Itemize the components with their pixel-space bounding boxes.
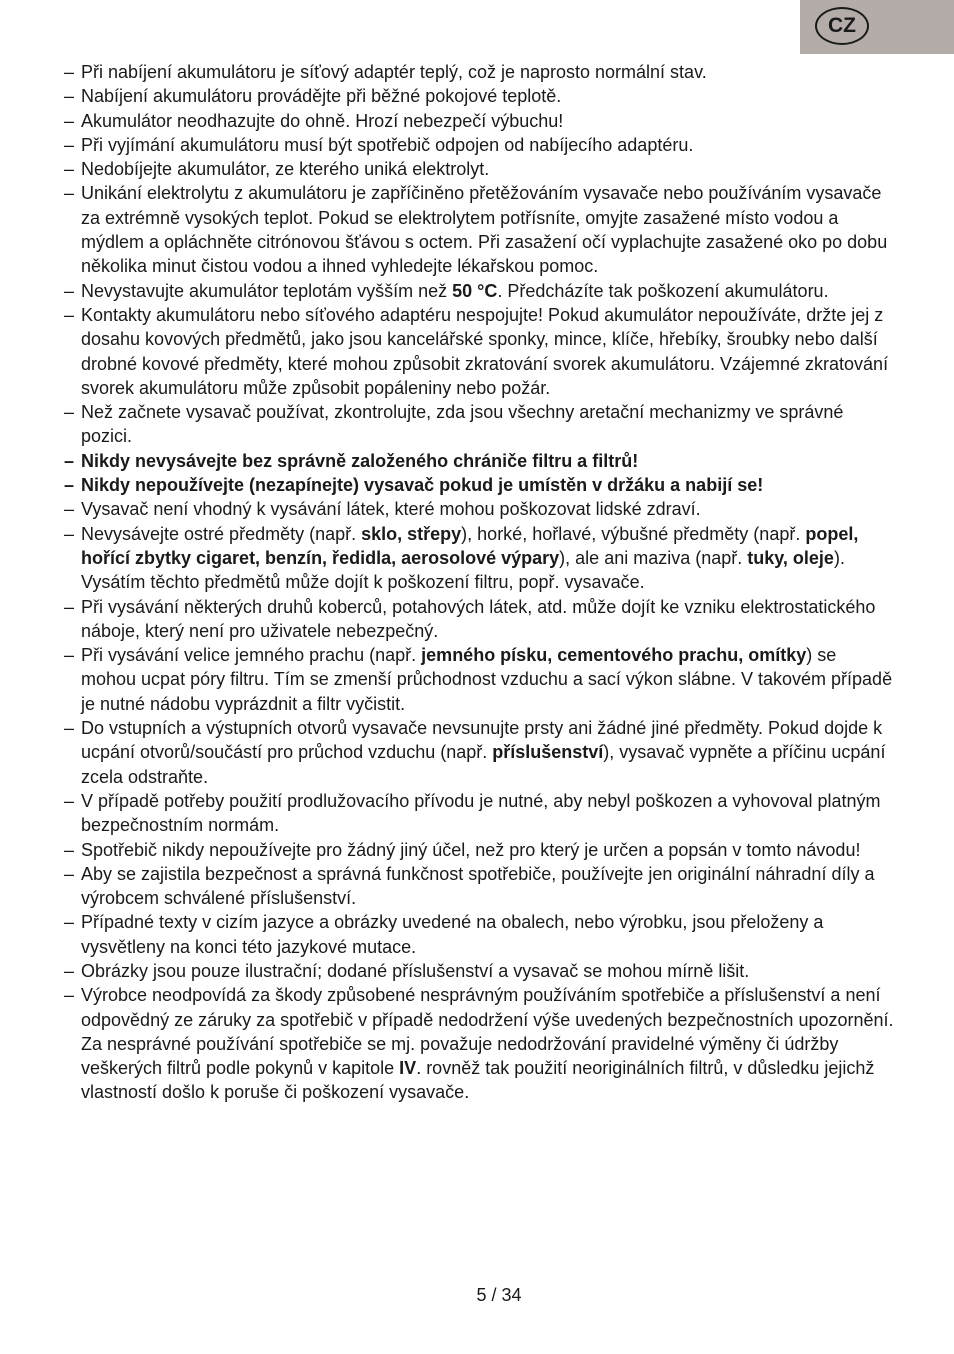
bold-text: IV [399, 1058, 417, 1079]
text-segment: ). Vysátím těchto předmětů může dojít k poškození filtru, popř. vysavače. [81, 547, 845, 593]
language-badge: CZ [815, 7, 869, 45]
text-segment: ), ale ani maziva (např. [559, 547, 748, 568]
text-segment: Výrobce neodpovídá za škody způsobené nesprávným používáním spotřebiče a příslušenství a není odpovědný ze záruky za spotřebič v případě nedodržení výše uvedených bezpečnostních upozornění. Za nesprávné používání spotřebiče se mj. považuje nedodržování pravidelné výměny či údržby veškerých filtrů podle pokynů v kapitole [81, 985, 894, 1079]
text-segment: . Předcházíte tak poškození akumulátoru. [497, 280, 829, 301]
list-item: – Unikání elektrolytu z akumulátoru je zapříčiněno přetěžováním vysavače nebo používáním vysavače za extrémně vysokých teplot. Pokud se elektrolytem potřísníte, omyjte zasažené místo vodou a mýdlem a opláchněte citrónovou šťávou s octem. Při zasažení očí vyplachujte zasažené oko po dobu několika minut čistou vodou a ihned vyhledejte lékařskou pomoc. [64, 181, 894, 278]
text-segment: Do vstupních a výstupních otvorů vysavače nevsunujte prsty ani žádné jiné předměty. Pokud dojde k ucpání otvorů/součástí pro průchod vzduchu (např. [81, 718, 883, 763]
list-item: – Spotřebič nikdy nepoužívejte pro žádný jiný účel, než pro který je určen a popsán v tomto návodu! [64, 838, 894, 862]
list-item: – Nabíjení akumulátoru provádějte při běžné pokojové teplotě. [64, 84, 894, 108]
list-item: – Akumulátor neodhazujte do ohně. Hrozí nebezpečí výbuchu! [64, 109, 894, 133]
list-item: – Než začnete vysavač používat, zkontrolujte, zda jsou všechny aretační mechanizmy ve správné pozici. [64, 400, 894, 449]
text-segment: . rovněž tak použití neoriginálních filtrů, v důsledku jejichž vlastností došlo k poruše či poškození vysavače. [81, 1058, 875, 1103]
list-item: – V případě potřeby použití prodlužovacího přívodu je nutné, aby nebyl poškozen a vyhovoval platným bezpečnostním normám. [64, 789, 894, 838]
bold-text: sklo, střepy [361, 523, 462, 544]
text-segment: Při vysávání velice jemného prachu (např. [81, 645, 422, 666]
list-item: – Při vyjímání akumulátoru musí být spotřebič odpojen od nabíjecího adaptéru. [64, 133, 894, 157]
list-item: – Nikdy nevysávejte bez správně založeného chrániče filtru a filtrů! [64, 449, 894, 473]
list-item: – Obrázky jsou pouze ilustrační; dodané příslušenství a vysavač se mohou mírně lišit. [64, 959, 894, 983]
list-item [64, 983, 894, 1104]
text-segment: ), horké, hořlavé, výbušné předměty (např. [461, 523, 806, 544]
list-item: – Aby se zajistila bezpečnost a správná funkčnost spotřebiče, používejte jen originální náhradní díly a výrobcem schválené příslušenství. [64, 862, 894, 911]
text-segment: Nevystavujte akumulátor teplotám vyšším než [81, 280, 453, 301]
safety-instructions-list [64, 60, 894, 1105]
list-item: – Nedobíjejte akumulátor, ze kterého uniká elektrolyt. [64, 157, 894, 181]
page-number: 5 / 34 [476, 1285, 522, 1305]
list-item [64, 279, 894, 303]
list-item [64, 522, 894, 595]
list-item: – Při vysávání některých druhů koberců, potahových látek, atd. může dojít ke vzniku elektrostatického náboje, který není pro uživatele nebezpečný. [64, 595, 894, 644]
bold-text: jemného písku, cementového prachu, omítky [421, 645, 807, 666]
text-segment: ), vysavač vypněte a příčinu ucpání zcela odstraňte. [81, 742, 886, 787]
text-segment: ) se mohou ucpat póry filtru. Tím se zmenší průchodnost vzduchu a sací výkon slábne. V takovém případě je nutné nádobu vyprázdnit a filtr vyčistit. [81, 645, 893, 714]
page-footer [0, 1283, 954, 1307]
language-tab [800, 0, 954, 54]
list-item: – Kontakty akumulátoru nebo síťového adaptéru nespojujte! Pokud akumulátor nepoužíváte, držte jej z dosahu kovových předmětů, jako jsou kancelářské sponky, mince, klíče, hřebíky, šroubky nebo další drobné kovové předměty, které mohou způsobit zkratování svorek akumulátoru. Vzájemné zkratování svorek akumulátoru může způsobit popáleniny nebo požár. [64, 303, 894, 400]
list-item: – Vysavač není vhodný k vysávání látek, které mohou poškozovat lidské zdraví. [64, 497, 894, 521]
list-item [64, 643, 894, 716]
bold-text: popel, hořící zbytky cigaret, benzín, ředidla, aerosolové výpary [81, 523, 859, 568]
bold-text: tuky, oleje [747, 547, 834, 568]
bold-text: 50 °C [452, 280, 498, 301]
list-item: – Nikdy nepoužívejte (nezapínejte) vysavač pokud je umístěn v držáku a nabijí se! [64, 473, 894, 497]
list-item [64, 716, 894, 789]
list-item: – Při nabíjení akumulátoru je síťový adaptér teplý, což je naprosto normální stav. [64, 60, 894, 84]
list-item: – Případné texty v cizím jazyce a obrázky uvedené na obalech, nebo výrobku, jsou přeloženy a vysvětleny na konci této jazykové mutace. [64, 910, 894, 959]
bold-text: příslušenství [492, 742, 604, 763]
text-segment: Nevysávejte ostré předměty (např. [81, 523, 362, 544]
